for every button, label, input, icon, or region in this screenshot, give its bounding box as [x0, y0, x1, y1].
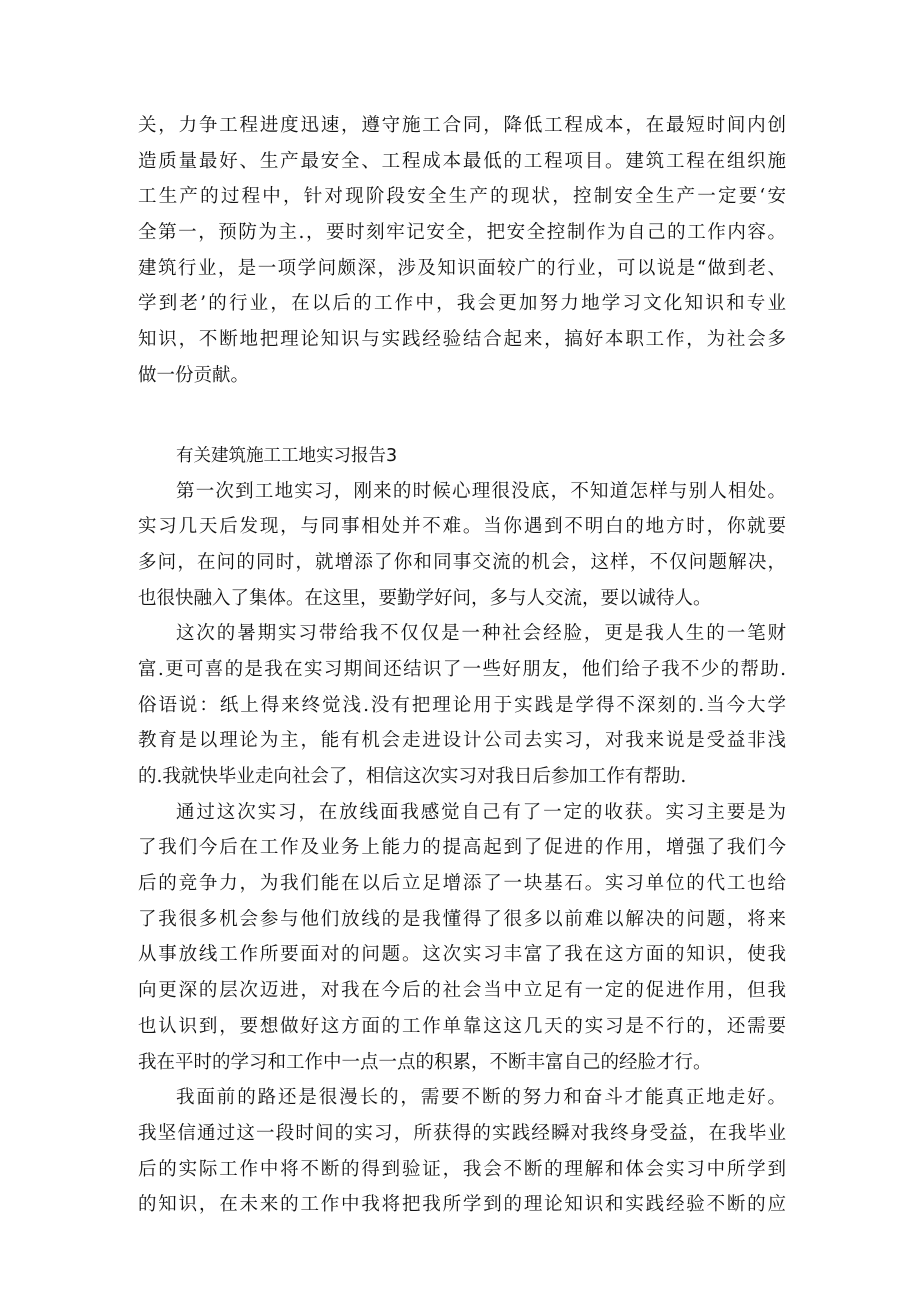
- paragraph-line: 富.更可喜的是我在实习期间还结识了一些好朋友，他们给子我不少的帮助.: [138, 658, 786, 680]
- paragraph-line: 这次的暑期实习带给我不仅仅是一种社会经脸，更是我人生的一笔财: [176, 623, 786, 645]
- paragraph-line: 造质量最好、生产最安全、工程成本最低的工程项目。建筑工程在组织施: [138, 150, 786, 172]
- section-gap: [138, 394, 786, 438]
- paragraph-line: 多问，在问的同时，就增添了你和同事交流的机会，这样，不仅问题解决，: [138, 551, 786, 573]
- paragraph-4: [138, 795, 786, 1081]
- paragraph-line: 第一次到工地实习，刚来的时候心理很没底，不知道怎样与别人相处。: [176, 480, 786, 502]
- paragraph-line: 俗语说：纸上得来终觉浅.没有把理论用于实践是学得不深刻的.当今大学: [138, 694, 786, 716]
- paragraph-line: 向更深的层次迈进，对我在今后的社会当中立足有一定的促进作用，但我: [138, 980, 786, 1002]
- paragraph-line: 也认识到，要想做好这方面的工作单靠这这几天的实习是不行的，还需要: [138, 1015, 786, 1037]
- paragraph-line: 了我们今后在工作及业务上能力的提高起到了促进的作用，增强了我们今: [138, 837, 786, 859]
- section-heading: 有关建筑施工工地实习报告3: [176, 445, 398, 466]
- paragraph-line: 工生产的过程中，针对现阶段安全生产的现状，控制安全生产一定要‘安: [138, 186, 786, 208]
- paragraph-line: 建筑行业，是一项学问颇深，涉及知识面较广的行业，可以说是“做到老、: [138, 257, 786, 279]
- paragraph-line: 的知识，在未来的工作中我将把我所学到的理论知识和实践经验不断的应: [138, 1194, 786, 1216]
- paragraph-line: 实习几天后发现，与同事相处并不难。当你遇到不明白的地方时，你就要: [138, 516, 786, 538]
- paragraph-line: 教育是以理论为主，能有机会走进设计公司去实习，对我来说是受益非浅: [138, 730, 786, 752]
- paragraph-line: 我面前的路还是很漫长的，需要不断的努力和奋斗才能真正地走好。: [176, 1087, 786, 1109]
- paragraph-line: 也很快融入了集体。在这里，要勤学好问，多与人交流，要以诚待人。: [138, 587, 712, 609]
- paragraph-line: 知识，不断地把理论知识与实践经验结合起来，搞好本职工作，为社会多: [138, 329, 786, 351]
- paragraph-line: 的.我就快毕业走向社会了，相信这次实习对我日后参加工作有帮助.: [138, 766, 687, 787]
- paragraph-line: 全第一，预防为主.，要时刻牢记安全，把安全控制作为自己的工作内容。: [138, 222, 786, 244]
- paragraph-3: [138, 616, 786, 794]
- paragraph-5: [138, 1080, 786, 1223]
- paragraph-line: 关，力争工程进度迅速，遵守施工合同，降低工程成本，在最短时间内创: [138, 115, 786, 136]
- paragraph-line: 从事放线工作所要面对的问题。这次实习丰富了我在这方面的知识，使我: [138, 944, 786, 966]
- paragraph-2: [138, 474, 786, 617]
- document-page: [138, 108, 786, 1223]
- paragraph-line: 后的竞争力，为我们能在以后立足增添了一块基石。实习单位的代工也给: [138, 873, 786, 895]
- paragraph-line: 做一份贡献。: [138, 364, 250, 386]
- paragraph-line: 了我很多机会参与他们放线的是我懂得了很多以前难以解决的问题，将来: [138, 908, 786, 930]
- paragraph-line: 后的实际工作中将不断的得到验证，我会不断的理解和体会实习中所学到: [138, 1158, 786, 1180]
- paragraph-line: 通过这次实习，在放线面我感觉自己有了一定的收获。实习主要是为: [176, 801, 786, 823]
- paragraph-line: 我在平时的学习和工作中一点一点的积累，不断丰富自己的经脸才行。: [138, 1051, 712, 1073]
- paragraph-line: 我坚信通过这一段时间的实习，所获得的实践经瞬对我终身受益，在我毕业: [138, 1122, 786, 1144]
- paragraph-1: [138, 108, 786, 394]
- paragraph-line: 学到老’的行业，在以后的工作中，我会更加努力地学习文化知识和专业: [138, 293, 786, 315]
